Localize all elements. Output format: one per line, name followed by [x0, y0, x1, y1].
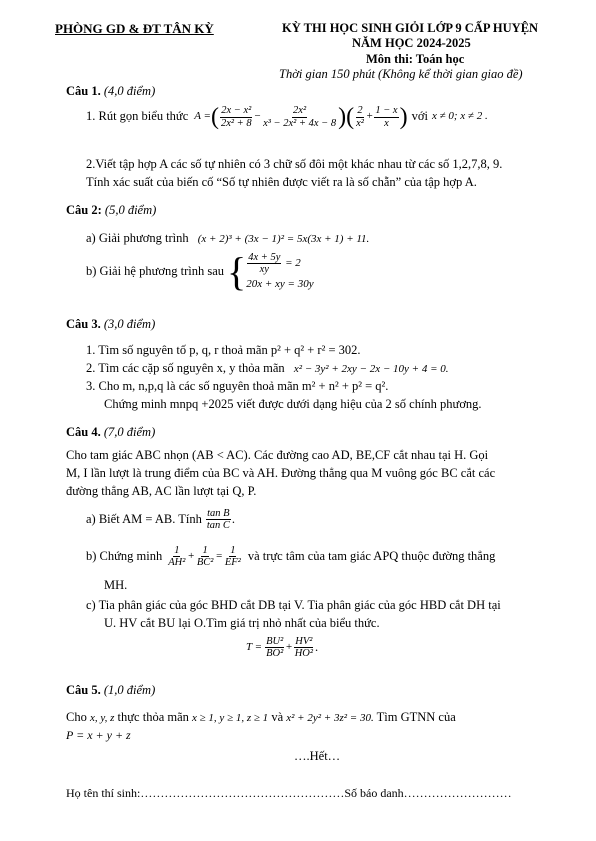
q1-part1: 1. Rút gọn biểu thức A = ( $\frac{\text{2x − x²}}{\text{2x² + 8}}$ − $\frac{\text{2x²}}{\text{x³ − 2x² + 4x − 8}}$ )( $\frac{2}{\text{x²}}$ + $\frac{1 - x}{x}$ ) với x ≠ 0; x ≠ 2 . [86, 104, 488, 130]
q1-part2-line1: 2.Viết tập hợp A các số tự nhiên có 3 chữ số đôi một khác nhau từ các số 1,2,7,8, 9. [86, 157, 503, 171]
q5-line2: P = x + y + z [66, 728, 131, 742]
q3-item1: 1. Tìm số nguyên tố p, q, r thoả mãn p² + q² + r² = 302. [86, 343, 361, 357]
q4-part-b-cont: MH. [104, 578, 128, 592]
department-name: PHÒNG GD & ĐT TÂN KỲ [55, 21, 214, 36]
q5-heading: Câu 5. (1,0 điểm) [66, 683, 156, 697]
subject: Môn thi: Toán học [366, 52, 465, 66]
exam-time: Thời gian 150 phút (Không kể thời gian giao đề) [279, 67, 523, 81]
q5-line1: Cho x, y, z thực thỏa mãn x ≥ 1, y ≥ 1, z ≥ 1 và x² + 2y² + 3z² = 30. Tìm GTNN của [66, 710, 456, 724]
q4-part-c-line2: U. HV cắt BU lại O.Tìm giá trị nhỏ nhất của biểu thức. [104, 616, 380, 630]
q4-part-c-line1: c) Tia phân giác của góc BHD cắt DB tại V. Tia phân giác của góc HBD cắt DH tại [86, 598, 501, 612]
q2-part-a: a) Giải phương trình (x + 2)³ + (3x − 1)² = 5x(3x + 1) + 11. [86, 231, 370, 245]
end-marker: ….Hết… [294, 749, 341, 763]
q1-heading: Câu 1. (4,0 điểm) [66, 84, 156, 98]
q2-heading: Câu 2: (5,0 điểm) [66, 203, 157, 217]
q3-item3-line1: 3. Cho m, n,p,q là các số nguyên thoả mãn m² + n² + p² = q². [86, 379, 389, 393]
q4-part-b: b) Chứng minh $\frac{1}{\text{AH²}}$ + $\frac{1}{\text{BC²}}$ = $\frac{1}{\text{EF²}}$ và trực tâm của tam giác APQ thuộc đường thẳng [86, 545, 496, 569]
q2-part-b: b) Giải hệ phương trình sau { $\frac{4x + 5y}{xy}$ = 2 20x + xy = 30y [86, 249, 314, 294]
candidate-info-line: Họ tên thí sinh:……………………………………………Số báo danh……………………… [66, 786, 512, 800]
school-year: NĂM HỌC 2024-2025 [352, 36, 471, 50]
q4-intro-line1: Cho tam giác ABC nhọn (AB < AC). Các đường cao AD, BE,CF cắt nhau tại H. Gọi [66, 448, 489, 462]
exam-title: KỲ THI HỌC SINH GIỎI LỚP 9 CẤP HUYỆN [282, 21, 539, 35]
q4-expression-T: T = $\frac{\text{BU²}}{\text{BO²}}$ + $\frac{\text{HV²}}{\text{HO²}}$ . [246, 636, 319, 660]
q4-intro-line3: đường thẳng AB, AC lần lượt tại Q, P. [66, 484, 257, 498]
q3-item2: 2. Tìm các cặp số nguyên x, y thỏa mãn x² − 3y² + 2xy − 2x − 10y + 4 = 0. [86, 361, 449, 375]
q4-part-a: a) Biết AM = AB. Tính $\frac{\text{tan B}}{\text{tan C}}$ . [86, 508, 236, 532]
q3-item3-line2: Chứng minh mnpq +2025 viết được dưới dạng hiệu của 2 số chính phương. [104, 397, 482, 411]
q3-heading: Câu 3. (3,0 điểm) [66, 317, 156, 331]
q1-part2-line2: Tính xác suất của biến cố “Số tự nhiên được viết ra là số chẵn” của tập hợp A. [86, 175, 477, 189]
q4-intro-line2: M, I lần lượt là trung điểm của BC và AH. Đường thẳng qua M vuông góc BC cắt các [66, 466, 496, 480]
q4-heading: Câu 4. (7,0 điểm) [66, 425, 156, 439]
